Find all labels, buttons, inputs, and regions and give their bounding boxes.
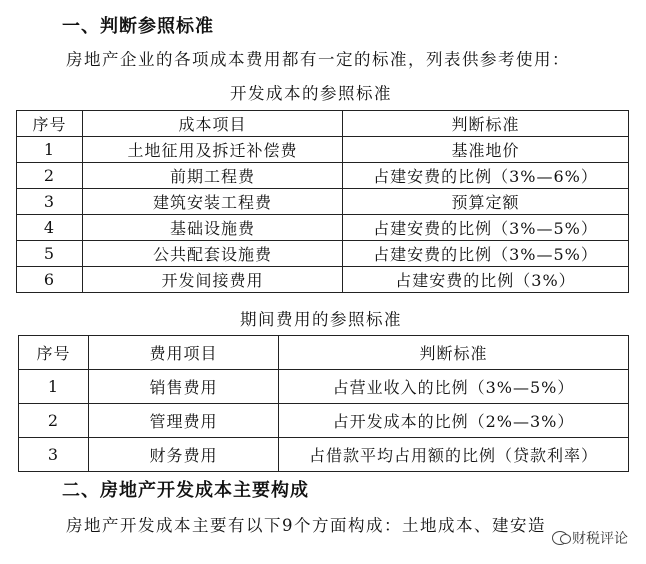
criterion: 预算定额 [343, 189, 629, 215]
table1-caption: 开发成本的参照标准 [230, 84, 392, 103]
cost-item: 基础设施费 [83, 215, 343, 241]
table-row [19, 438, 629, 472]
table-row [17, 215, 629, 241]
table-row [17, 137, 629, 163]
header-cell: 序号 [17, 111, 83, 137]
section-heading-2: 二、房地产开发成本主要构成 [62, 480, 309, 501]
criterion: 占建安费的比例（3%—6%） [343, 163, 629, 189]
row-number: 2 [19, 404, 89, 438]
section-heading-1: 一、判断参照标准 [62, 16, 214, 37]
expense-item: 销售费用 [89, 370, 279, 404]
table-row [19, 404, 629, 438]
header-cell: 成本项目 [83, 111, 343, 137]
criterion: 占建安费的比例（3%—5%） [343, 241, 629, 267]
cost-item: 开发间接费用 [83, 267, 343, 293]
table-row [19, 370, 629, 404]
expense-item: 财务费用 [89, 438, 279, 472]
cost-item: 土地征用及拆迁补偿费 [83, 137, 343, 163]
row-number: 6 [17, 267, 83, 293]
table-row [17, 163, 629, 189]
criterion: 基准地价 [343, 137, 629, 163]
period-expense-table [18, 335, 629, 472]
expense-item: 管理费用 [89, 404, 279, 438]
row-number: 1 [19, 370, 89, 404]
cost-item: 前期工程费 [83, 163, 343, 189]
table-header-row [19, 336, 629, 370]
table2-caption: 期间费用的参照标准 [240, 310, 402, 329]
table-row [17, 189, 629, 215]
header-cell: 费用项目 [89, 336, 279, 370]
header-cell: 判断标准 [279, 336, 629, 370]
row-number: 5 [17, 241, 83, 267]
criterion: 占营业收入的比例（3%—5%） [279, 370, 629, 404]
table-header-row [17, 111, 629, 137]
watermark-text: 财税评论 [572, 531, 628, 547]
row-number: 1 [17, 137, 83, 163]
development-cost-table [16, 110, 629, 293]
cost-item: 公共配套设施费 [83, 241, 343, 267]
row-number: 3 [19, 438, 89, 472]
closing-paragraph: 房地产开发成本主要有以下9个方面构成：土地成本、建安造 [66, 516, 546, 535]
row-number: 2 [17, 163, 83, 189]
criterion: 占开发成本的比例（2%—3%） [279, 404, 629, 438]
watermark [552, 528, 628, 548]
cost-item: 建筑安装工程费 [83, 189, 343, 215]
table-row [17, 267, 629, 293]
row-number: 4 [17, 215, 83, 241]
intro-paragraph: 房地产企业的各项成本费用都有一定的标准，列表供参考使用： [66, 50, 570, 69]
header-cell: 序号 [19, 336, 89, 370]
table-row [17, 241, 629, 267]
criterion: 占建安费的比例（3%—5%） [343, 215, 629, 241]
wechat-icon [552, 531, 568, 545]
criterion: 占借款平均占用额的比例（贷款利率） [279, 438, 629, 472]
header-cell: 判断标准 [343, 111, 629, 137]
row-number: 3 [17, 189, 83, 215]
criterion: 占建安费的比例（3%） [343, 267, 629, 293]
